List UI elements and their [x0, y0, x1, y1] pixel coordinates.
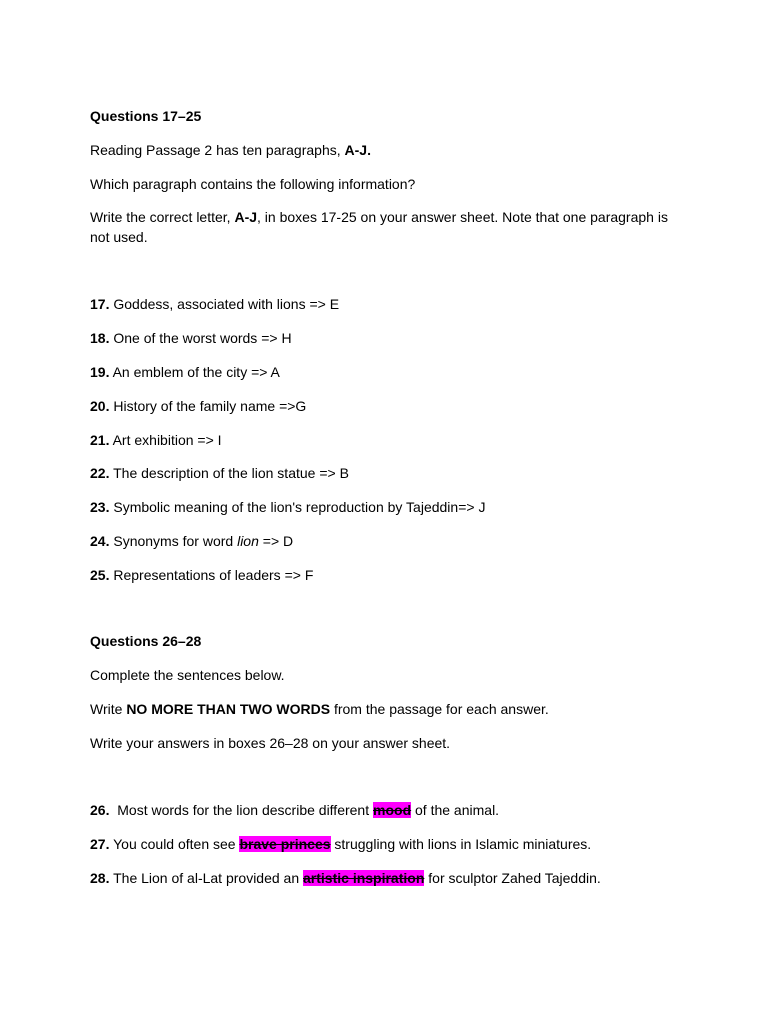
question-23: 23. Symbolic meaning of the lion's reproduction by Tajeddin=> J	[90, 499, 486, 515]
question-20: 20. History of the family name =>G	[90, 398, 307, 414]
section1-intro: Reading Passage 2 has ten paragraphs, A-J.	[90, 142, 371, 158]
question-28: 28. The Lion of al-Lat provided an artistic inspiration for sculptor Zahed Tajeddin.	[90, 870, 601, 886]
highlighted-answer: mood	[373, 802, 412, 818]
section1-instruction: Which paragraph contains the following information?	[90, 176, 416, 192]
question-25: 25. Representations of leaders => F	[90, 567, 314, 583]
question-22: 22. The description of the lion statue => B	[90, 465, 349, 481]
section2-boxes-instruction: Write your answers in boxes 26–28 on your answer sheet.	[90, 735, 451, 751]
question-27: 27. You could often see brave princes struggling with lions in Islamic miniatures.	[90, 836, 592, 852]
question-24: 24. Synonyms for word lion => D	[90, 533, 294, 549]
section1-heading: Questions 17–25	[90, 108, 202, 124]
highlighted-answer: brave princes	[239, 836, 331, 852]
question-26: 26. Most words for the lion describe different mood of the animal.	[90, 802, 500, 818]
question-17: 17. Goddess, associated with lions => E	[90, 296, 340, 312]
section1-write-instruction: Write the correct letter, A-J, in boxes 17-25 on your answer sheet. Note that one paragraph is not used.	[90, 209, 668, 245]
section2-heading: Questions 26–28	[90, 633, 202, 649]
highlighted-answer: artistic inspiration	[303, 870, 425, 886]
section2-write-instruction: Write NO MORE THAN TWO WORDS from the passage for each answer.	[90, 701, 549, 717]
question-18: 18. One of the worst words => H	[90, 330, 292, 346]
question-19: 19. An emblem of the city => A	[90, 364, 280, 380]
question-21: 21. Art exhibition => I	[90, 432, 222, 448]
section2-instruction: Complete the sentences below.	[90, 667, 285, 683]
